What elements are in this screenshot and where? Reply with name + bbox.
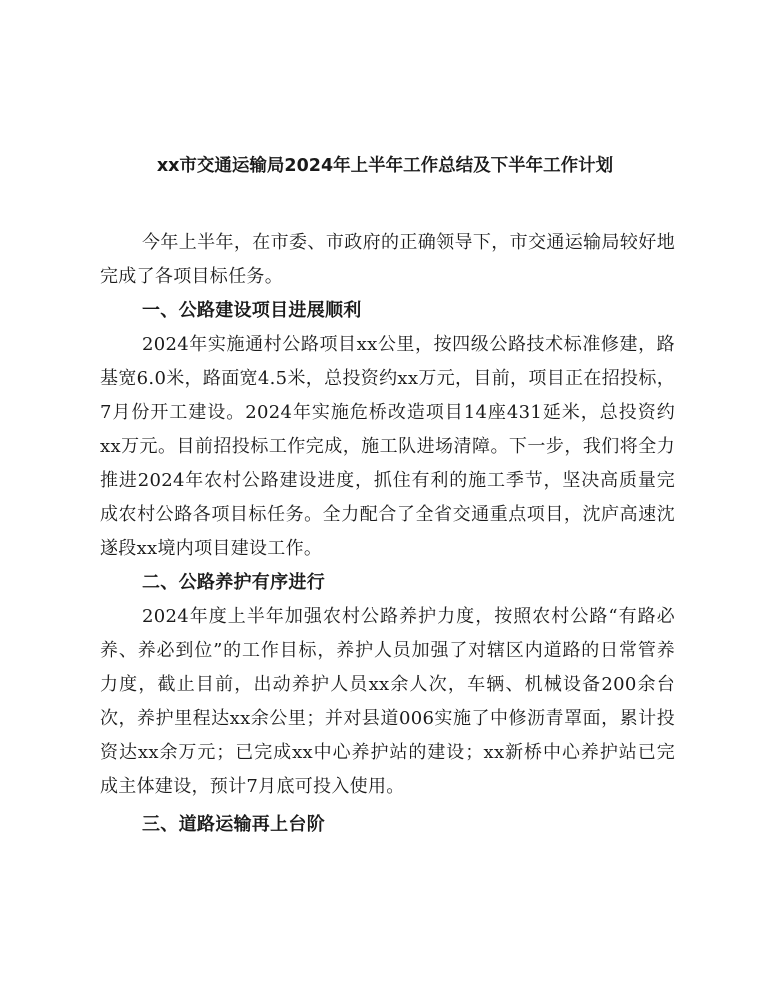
- section-paragraph-2: 2024年度上半年加强农村公路养护力度，按照农村公路“有路必养、养必到位”的工作目标，养护人员加强了对辖区内道路的日常管养力度，截止目前，出动养护人员xx余人次，车辆、机械设备200余台次，养护里程达xx余公里；并对县道006实施了中修沥青罩面，累计投资达xx余万元；已完成xx中心养护站的建设；xx新桥中心养护站已完成主体建设，预计7月底可投入使用。: [100, 606, 675, 797]
- document-title: xx市交通运输局2024年上半年工作总结及下半年工作计划: [156, 156, 614, 176]
- section-heading-1: 一、公路建设项目进展顺利: [142, 300, 362, 321]
- document-body: [100, 226, 675, 842]
- section-paragraph-1: 2024年实施通村公路项目xx公里，按四级公路技术标准修建，路基宽6.0米，路面宽4.5米，总投资约xx万元，目前，项目正在招投标，7月份开工建设。2024年实施危桥改造项目14座431延米，总投资约xx万元。目前招投标工作完成，施工队进场清障。下一步，我们将全力推进2024年农村公路建设进度，抓住有利的施工季节，坚决高质量完成农村公路各项目标任务。全力配合了全省交通重点项目，沈庐高速沈遂段xx境内项目建设工作。: [100, 334, 675, 559]
- section-heading-3: 三、道路运输再上台阶: [142, 814, 325, 835]
- section-heading-2: 二、公路养护有序进行: [142, 572, 325, 593]
- intro-paragraph: 今年上半年，在市委、市政府的正确领导下，市交通运输局较好地完成了各项目标任务。: [100, 232, 675, 287]
